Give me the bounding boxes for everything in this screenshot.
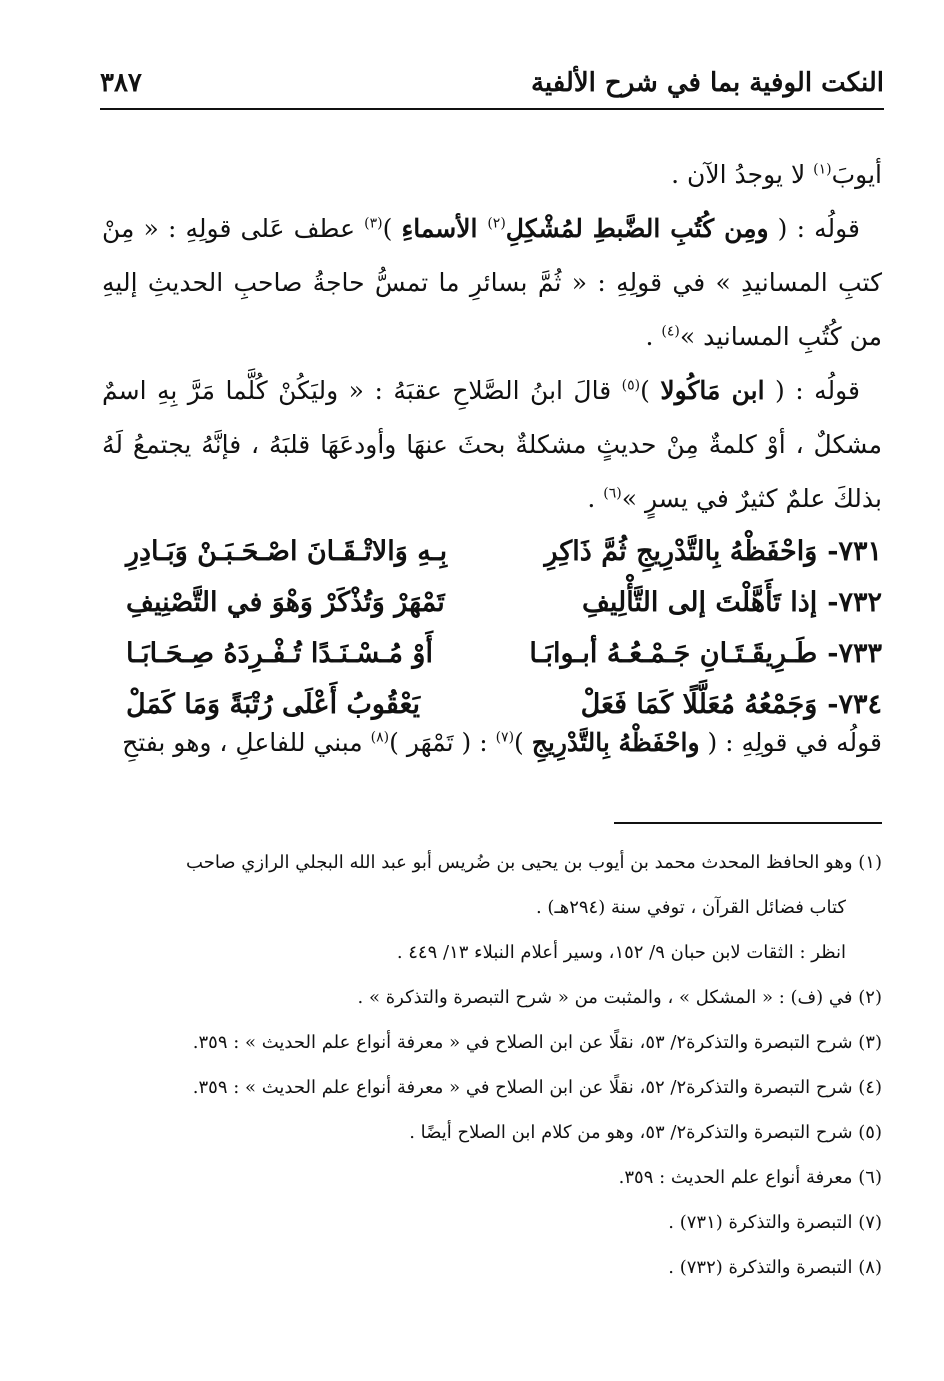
- text-run: ): [382, 214, 402, 243]
- text-run: أيوبَ: [831, 160, 882, 189]
- verse-text: وَاحْفَظْهُ بِالتَّدْرِيجِ ثُمَّ ذَاكِرِ: [544, 536, 818, 567]
- footnote-6: (٦) معرفة أنواع علم الحديث : ٣٥٩.: [618, 1167, 882, 1188]
- verse-first-hemistich: [582, 577, 882, 628]
- footnote-ref: (٦): [603, 485, 622, 502]
- footnotes: [100, 840, 882, 1290]
- footnote-ref: (١): [813, 161, 832, 178]
- text-run: قالَ ابنُ الصَّلاحِ عقبَهُ : « وليَكُنْ كُلَّما مَرَّ بِهِ اسمٌ مشكلٌ ، أوْ كلمةٌ مِنْ حديثٍ مشكلةٌ بحثَ عنهَا وأودعَهَا قلبَهُ ، فإنَّهُ يجتمعُ لَهُ بذلكَ علمٌ كثيرٌ في يسرٍ »: [102, 376, 882, 513]
- page-number: ٣٨٧: [100, 68, 142, 98]
- text-run: .: [587, 484, 604, 513]
- page-header: [100, 60, 884, 110]
- text-run: عطف عَلى قولِهِ : « مِنْ كتبِ المسانيدِ » في قولِهِ : « ثُمَّ بسائرِ ما تمسُّ حاجةُ صاحبِ الحديثِ إليهِ من كُتُبِ المسانيد »: [102, 214, 882, 351]
- paragraph-4: [102, 716, 882, 770]
- paragraph-1: [102, 148, 882, 202]
- verse-text: إذا تَأَهَّلْتَ إلى التَّأْلِيفِ: [581, 587, 818, 618]
- footnote-ref: (٨): [370, 729, 390, 746]
- verse-text: طَـرِيقَـتَـانِ جَـمْـعُـهُ أبـوابَـا: [529, 638, 818, 669]
- footnote-8: (٨) التبصرة والتذكرة (٧٣٢) .: [668, 1257, 882, 1278]
- book-title: النكت الوفية بما في شرح الألفية: [530, 68, 884, 98]
- footnote-4: (٤) شرح التبصرة والتذكرة٢/ ٥٢، نقلًا عن ابن الصلاح في « معرفة أنواع علم الحديث » : ٣٥٩.: [192, 1077, 882, 1098]
- text-run: ): [514, 728, 532, 757]
- verse-block: [126, 526, 882, 730]
- verse-first-hemistich: [529, 628, 882, 679]
- footnote-ref: (٧): [495, 729, 515, 746]
- verse-second-hemistich: يَعْقُوبُ أَعْلَى رُتْبَةً وَمَا كَمَلْ: [126, 689, 421, 720]
- footnote-3: (٣) شرح التبصرة والتذكرة٢/ ٥٣، نقلًا عن ابن الصلاح في « معرفة أنواع علم الحديث » : ٣٥٩.: [192, 1032, 882, 1053]
- verse-number: ٧٣١-: [827, 536, 882, 567]
- text-run: قولُه في قولِهِ : (: [699, 728, 882, 757]
- verse-line: [126, 526, 882, 577]
- main-text: [102, 148, 882, 526]
- paragraph-3: [102, 364, 882, 526]
- text-run: مبني للفاعلِ ، وهو بفتحِ: [122, 728, 371, 757]
- footnote-1-references: انظر : الثقات لابن حبان ٩/ ١٥٢، وسير أعلام النبلاء ١٣/ ٤٤٩ .: [396, 942, 846, 963]
- verse-second-hemistich: بِـهِ وَالاتْـقَـانَ اصْـحَـبَـنْ وَبَـادِرِ: [126, 536, 448, 567]
- verse-number: ٧٣٢-: [827, 587, 882, 618]
- verse-number: ٧٣٤-: [827, 689, 882, 720]
- verse-second-hemistich: أَوْ مُـسْـنَـدًا تُـفْـرِدَهُ صِـحَـابَـا: [126, 638, 433, 669]
- verse-line: [126, 577, 882, 628]
- quoted-verse-term: الأسماءِ: [401, 214, 488, 243]
- text-run: قولُه : (: [764, 376, 860, 405]
- text-run: ): [640, 376, 661, 405]
- footnote-2: (٢) في (ف) : « المشكل » ، والمثبت من « شرح التبصرة والتذكرة » .: [357, 987, 882, 1008]
- text-run: : ( تَمْهَر ): [389, 728, 496, 757]
- verse-number: ٧٣٣-: [827, 638, 882, 669]
- text-run: لا يوجدُ الآن .: [671, 160, 814, 189]
- verse-first-hemistich: [545, 526, 882, 577]
- footnote-ref: (٤): [661, 323, 680, 340]
- footnote-1-continued: كتاب فضائل القرآن ، توفي سنة (٢٩٤هـ) .: [535, 897, 846, 918]
- footnote-5: (٥) شرح التبصرة والتذكرة٢/ ٥٣، وهو من كلام ابن الصلاح أيضًا .: [409, 1122, 882, 1143]
- text-run: قولُه : (: [768, 214, 860, 243]
- footnote-7: (٧) التبصرة والتذكرة (٧٣١) .: [668, 1212, 882, 1233]
- footnote-1: (١) وهو الحافظ المحدث محمد بن أيوب بن يحيى بن ضُريس أبو عبد الله البجلي الرازي صاحب: [186, 852, 882, 873]
- footnote-ref: (٢): [487, 215, 506, 232]
- quoted-verse-term: ومِن كُتُبِ الضَّبطِ لمُشْكِلِ: [505, 214, 769, 243]
- footnote-ref: (٣): [364, 215, 383, 232]
- verse-text: وَجَمْعُهُ مُعَلَّلًا كَمَا فَعَلْ: [580, 689, 818, 720]
- text-run: .: [645, 322, 662, 351]
- verse-line: [126, 628, 882, 679]
- footnote-divider: [614, 822, 882, 824]
- verse-second-hemistich: تَمْهَرْ وَتُذْكَرْ وَهْوَ في التَّصْنِيفِ: [126, 587, 445, 618]
- quoted-verse-term: واحْفَظْهُ بِالتَّدْرِيجِ: [531, 728, 700, 757]
- paragraph-2: [102, 202, 882, 364]
- quoted-verse-term: ابن مَاكُولا: [660, 376, 765, 405]
- footnote-ref: (٥): [621, 377, 641, 394]
